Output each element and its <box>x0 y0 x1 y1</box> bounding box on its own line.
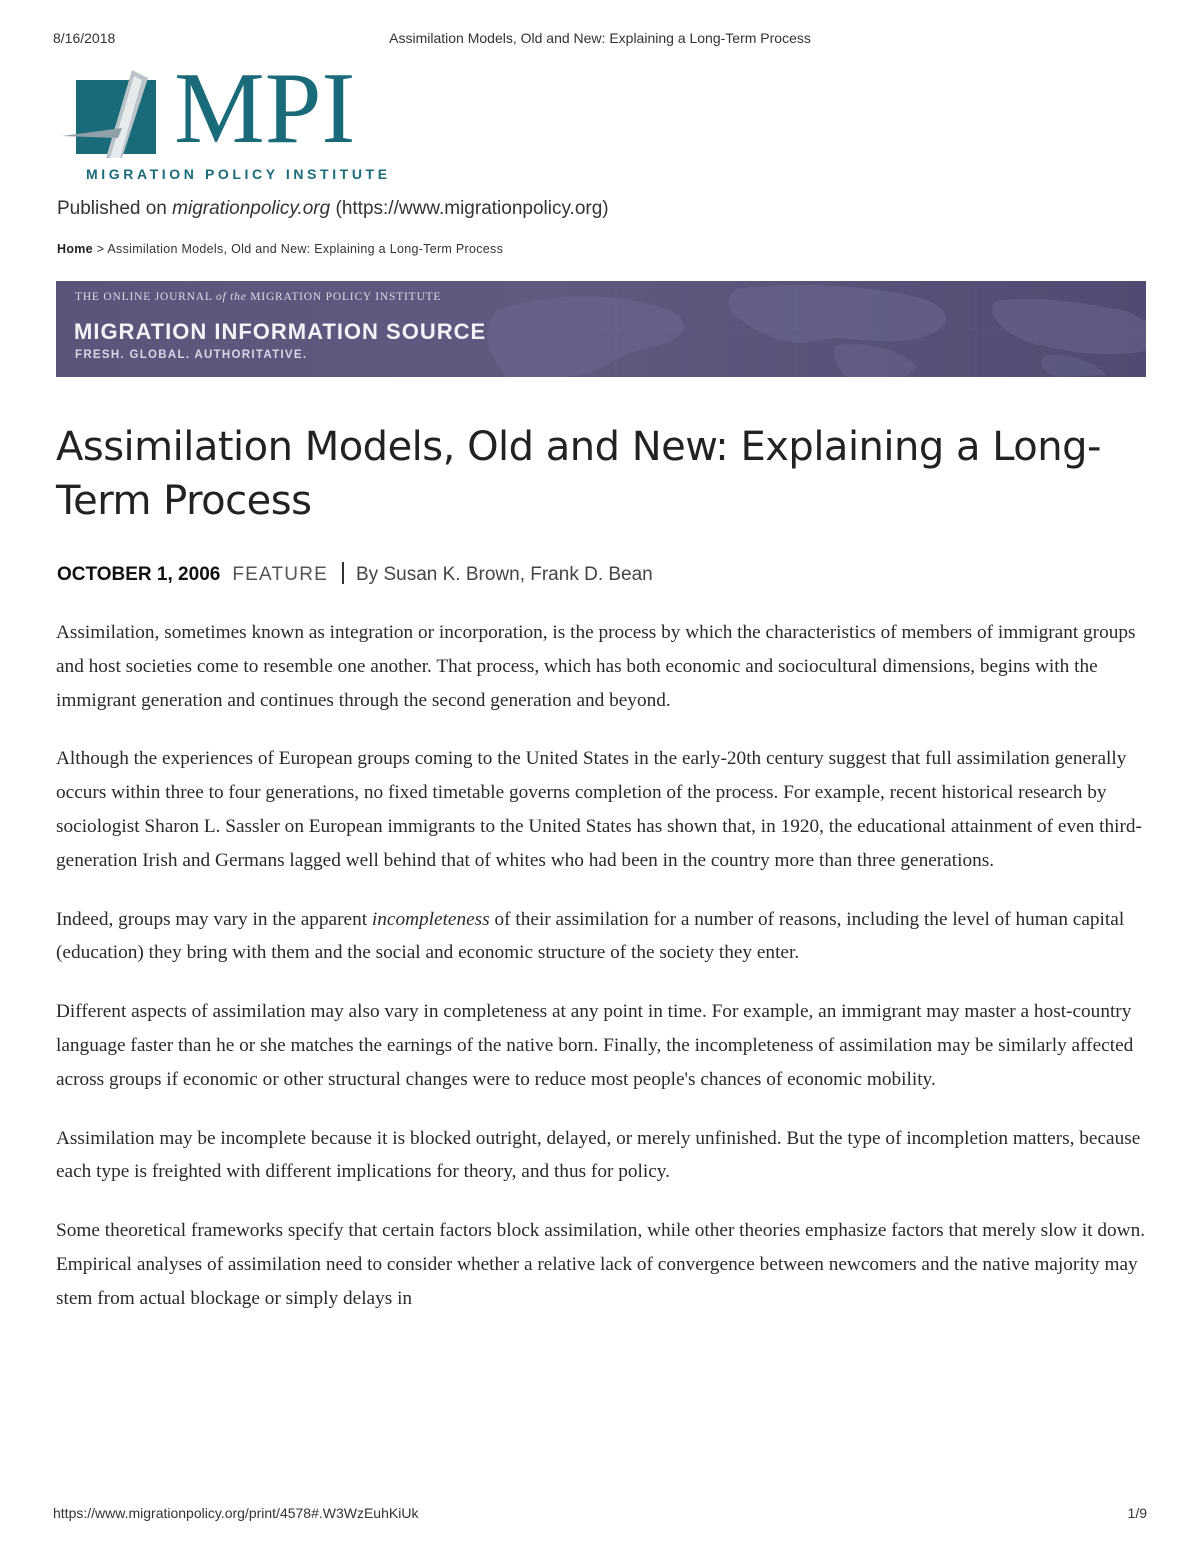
article-meta <box>57 562 653 586</box>
article-date: OCTOBER 1, 2006 <box>57 564 221 585</box>
article-paragraph: Although the experiences of European groups coming to the United States in the early-20th century suggest that full assimilation generally occurs within three to four generations, no fixed timetable governs completion of the process. For example, recent historical research by sociologist Sharon L. Sassler on European immigrants to the United States has shown that, in 1920, the educational attainment of even third-generation Irish and Germans lagged well behind that of whites who had been in the country more than three generations. <box>56 748 1142 871</box>
article-byline: By Susan K. Brown, Frank D. Bean <box>356 564 653 585</box>
print-url: https://www.migrationpolicy.org/print/4578#.W3WzEuhKiUk <box>53 1505 419 1521</box>
meta-divider <box>342 562 344 584</box>
print-page-title: Assimilation Models, Old and New: Explaining a Long-Term Process <box>389 30 811 46</box>
banner-journal-text-1: THE ONLINE JOURNAL <box>75 291 216 303</box>
mpi-logo-letters: MPI <box>174 52 356 165</box>
print-header <box>53 30 1147 50</box>
paragraph-text: of their assimilation for a number of reasons, including the level of human capital (education) they bring with them and the social and economic structure of the society they enter. <box>56 908 1125 964</box>
mpi-logo[interactable] <box>62 52 422 186</box>
banner-slogan: FRESH. GLOBAL. AUTHORITATIVE. <box>75 349 308 361</box>
published-site-link[interactable]: migrationpolicy.org <box>172 198 331 219</box>
mpi-logo-mark-icon <box>62 68 174 160</box>
banner-source-title: MIGRATION INFORMATION SOURCE <box>74 319 487 344</box>
breadcrumb <box>57 242 503 256</box>
print-date: 8/16/2018 <box>53 30 116 46</box>
article-body <box>56 616 1148 1341</box>
paragraph-emphasis: incompleteness <box>371 908 490 930</box>
breadcrumb-separator: > <box>92 242 108 256</box>
banner-journal-text-2: MIGRATION POLICY INSTITUTE <box>246 291 442 303</box>
article-paragraph: Different aspects of assimilation may also vary in completeness at any point in time. For example, an immigrant may master a host-country language faster than he or she matches the earnings of the native born. Finally, the incompleteness of assimilation may be similarly affected across groups if economic or other structural changes were to reduce most people's chances of economic mobility. <box>56 1001 1134 1090</box>
article-paragraph: Assimilation, sometimes known as integration or incorporation, is the process by which the characteristics of members of immigrant groups and host societies come to resemble one another. That process, which has both economic and sociocultural dimensions, begins with the immigrant generation and continues through the second generation and beyond. <box>56 622 1136 711</box>
article-type[interactable]: FEATURE <box>232 564 328 585</box>
article-title: Assimilation Models, Old and New: Explaining a Long-Term Process <box>56 424 1101 524</box>
article-paragraph <box>56 903 1148 971</box>
breadcrumb-current: Assimilation Models, Old and New: Explaining a Long-Term Process <box>107 242 504 256</box>
world-map-icon <box>436 281 1146 377</box>
migration-information-source-banner[interactable] <box>56 281 1146 377</box>
paragraph-text: Indeed, groups may vary in the apparent <box>56 908 372 930</box>
article-paragraph: Assimilation may be incomplete because it is blocked outright, delayed, or merely unfinished. But the type of incompletion matters, because each type is freighted with different implications for theory, and thus for policy. <box>56 1127 1141 1183</box>
published-url: (https://www.migrationpolicy.org) <box>330 198 609 219</box>
banner-journal-of-the: of the <box>215 291 247 303</box>
print-page-number: 1/9 <box>1127 1505 1147 1521</box>
mpi-logo-tagline: MIGRATION POLICY INSTITUTE <box>86 166 391 182</box>
article-paragraph: Some theoretical frameworks specify that certain factors block assimilation, while other theories emphasize factors that merely slow it down. Empirical analyses of assimilation need to consider whether a relative lack of convergence between newcomers and the native majority may stem from actual blockage or simply delays in <box>56 1220 1146 1309</box>
banner-journal-line <box>75 291 441 303</box>
print-footer <box>53 1505 1147 1525</box>
published-prefix: Published on <box>57 198 173 219</box>
published-on <box>57 198 609 220</box>
breadcrumb-home-link[interactable]: Home <box>57 242 93 256</box>
